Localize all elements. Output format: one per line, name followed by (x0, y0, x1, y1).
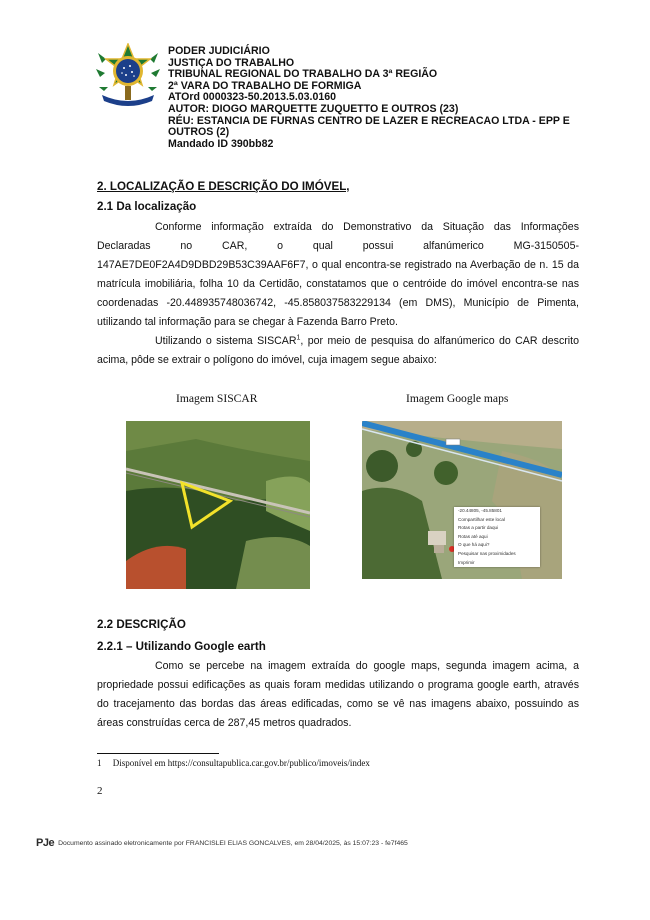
footnote-ref: 1 (296, 334, 301, 342)
menu-item: Rotas a partir daqui (458, 525, 499, 531)
paragraph (97, 332, 579, 370)
coat-of-arms-icon (96, 43, 160, 109)
signature-footer (36, 837, 408, 849)
paragraph: Conforme informação extraída do Demonstrativo da Situação das Informações Declaradas no CAR, o qual possui alfanúmerico MG-3150505-147AE7DE0F2A4D9DBD29B53C39AAF6F7, o qual encontra-se registrado na Averbação de n. 15 da matrícula imobiliária, folha 10 da Certidão, constatamos que o centróide do imóvel encontra-se nas coordenadas -20.448935748036742, -45.858037583229134 (em DMS), Município de Pimenta, utilizando tal informação para se chegar à Fazenda Barro Preto. (97, 221, 579, 328)
menu-item: Pesquisar nas proximidades (458, 550, 516, 556)
menu-item: O que há aqui? (458, 542, 490, 548)
subsection-title: 2.2.1 – Utilizando Google earth (97, 640, 266, 653)
image-caption: Imagem SISCAR (176, 392, 258, 405)
header-line: 2ª VARA DO TRABALHO DE FORMIGA (168, 79, 362, 92)
signature-text: Documento assinado eletronicamente por FRANCISLEI ELIAS GONCALVES, em 28/04/2025, às 15:07:23 - fe7f465 (58, 839, 408, 847)
header-line: RÉU: ESTANCIA DE FURNAS CENTRO DE LAZER E RECREACAO LTDA - EPP E OUTROS (2) (168, 114, 570, 139)
coordinates-item: -20.44805, -45.85801 (458, 508, 502, 513)
menu-item: Imprimir (458, 559, 475, 565)
page-number: 2 (97, 785, 103, 797)
paragraph-text: Utilizando o sistema SISCAR (155, 335, 297, 347)
paragraph: Como se percebe na imagem extraída do google maps, segunda imagem acima, a propriedade possui edificações as quais foram medidas utilizando o programa google earth, através do tracejamento das bordas das áreas edificadas, como se vê nas imagens abaixo, possuindo as áreas construídas cerca de 287,45 metros quadrados. (97, 660, 579, 729)
header-line: TRIBUNAL REGIONAL DO TRABALHO DA 3ª REGIÃO (168, 68, 438, 81)
siscar-satellite-image (126, 421, 310, 589)
footnote-divider (97, 753, 219, 754)
context-menu (454, 507, 540, 567)
footnote: 1 Disponível em https://consultapublica.car.gov.br/publico/imoveis/index (97, 758, 370, 768)
paragraph-text: , por meio de pesquisa do alfanúmerico do CAR descrito acima, pôde se extrair o polígono do imóvel, cuja imagem segue abaixo: (97, 335, 579, 366)
subsection-title: 2.1 Da localização (97, 200, 197, 213)
section-title: 2. LOCALIZAÇÃO E DESCRIÇÃO DO IMÓVEL, (97, 180, 350, 193)
header-line: AUTOR: DIOGO MARQUETTE ZUQUETTO E OUTROS (23) (168, 102, 459, 115)
header-line: Mandado ID 390bb82 (168, 137, 274, 150)
header-line: JUSTIÇA DO TRABALHO (168, 56, 295, 69)
header-line: PODER JUDICIÁRIO (168, 45, 270, 57)
header-line: ATOrd 0000323-50.2013.5.03.0160 (168, 91, 337, 104)
pje-logo-text: PJe (36, 837, 55, 849)
menu-item: Compartilhar este local (458, 516, 505, 522)
image-caption: Imagem Google maps (406, 392, 509, 405)
menu-item: Rotas até aqui (458, 533, 488, 539)
document-header (168, 46, 588, 150)
subsection-title: 2.2 DESCRIÇÃO (97, 618, 186, 631)
google-maps-image (362, 421, 562, 579)
pje-logo (36, 837, 54, 849)
